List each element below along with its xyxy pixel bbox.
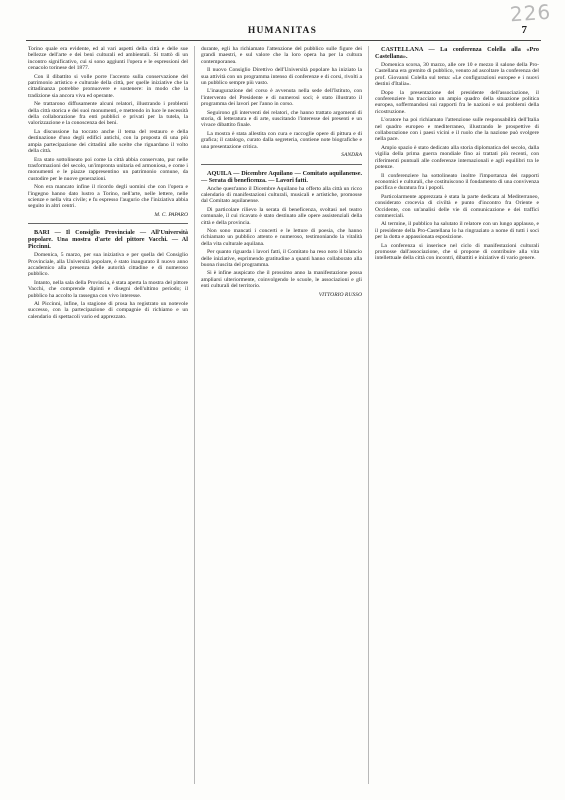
column-separator: [368, 46, 369, 784]
article-divider: [201, 164, 362, 165]
body-paragraph: L'inaugurazione del corso è avvenuta nella sede dell'Istituto, con l'intervento del Presidente e di numerosi soci; è stato illustrato il programma dei lavori per l'anno in corso.: [201, 88, 362, 108]
running-head-title: HUMANITAS: [247, 26, 318, 36]
body-paragraph: Era stato sottolineato poi come la città abbia conservato, pur nelle trasformazioni del secolo, un'impronta unitaria ed armoniosa, e come i monumenti e le piazze rappresentino un patrimonio comune, da custodire per le nuove generazioni.: [28, 156, 188, 182]
article-divider: [28, 223, 188, 224]
body-paragraph: Dopo la presentazione del presidente dell'associazione, il conferenziere ha tracciato un ampio quadro della situazione politica europea, soffermandosi sui rapporti fra le nazioni e sui problemi della ricostruzione.: [375, 89, 539, 115]
body-paragraph: La discussione ha toccato anche il tema del restauro e della destinazione d'uso degli edifici antichi, con la proposta di una più ampia partecipazione dei cittadini alle scelte che riguardano il volto della città.: [28, 128, 188, 155]
body-paragraph: Non sono mancati i concerti e le letture di poesia, che hanno richiamato un pubblico attento e numeroso, testimoniando la vitalità della vita culturale aquilana.: [201, 227, 362, 247]
article-signature: M. C. PAPARO: [154, 211, 188, 218]
article-signature: SANDRA: [341, 152, 362, 159]
body-paragraph: Si è infine auspicato che il prossimo anno la manifestazione possa ampliarsi ulteriormente, coinvolgendo le scuole, le associazioni e gli enti culturali del territorio.: [201, 270, 362, 290]
body-paragraph: Anche quest'anno il Dicembre Aquilano ha offerto alla città un ricco calendario di manifestazioni culturali, musicali e artistiche, promosse dal Comitato aquilanense.: [201, 185, 362, 205]
body-paragraph: Particolarmente apprezzata è stata la parte dedicata al Mediterraneo, considerato crocevia di civiltà e punto d'incontro fra Oriente e Occidente, con un'analisi delle vie di comunicazione e dei traffici commerciali.: [375, 193, 539, 219]
article-heading: CASTELLANA — La conferenza Colella alla «Pro Castellana».: [375, 46, 539, 60]
body-paragraph: Non era mancato infine il ricordo degli uomini che con l'opera e l'ingegno hanno dato lustro a Torino, nell'arte, nelle lettere, nelle scienze e nella vita civile; e fu espresso l'augurio che l'iniziativa abbia seguito in altri centri.: [28, 184, 188, 210]
body-paragraph: durante, egli ha richiamato l'attenzione del pubblico sulle figure dei grandi maestri, e sul valore che la loro opera ha per la cultura contemporanea.: [201, 46, 362, 65]
body-paragraph: Il conferenziere ha sottolineato inoltre l'importanza dei rapporti economici e culturali, che costituiscono il fondamento di una convivenza pacifica e duratura fra i popoli.: [375, 172, 539, 192]
header-rule: [26, 40, 541, 41]
body-paragraph: La conferenza si inserisce nel ciclo di manifestazioni culturali promosse dall'associazione, che si propone di contribuire alla vita intellettuale della città con incontri, dibattiti e iniziative di vario genere.: [375, 242, 539, 262]
column-separator: [194, 46, 195, 784]
handwritten-page-mark: 226: [509, 0, 552, 27]
body-paragraph: Torino quale era evidente, ed al vari aspetti della città e delle sue bellezze dell'arte e dei beni culturali ed ambientali. Si trattò di un incontro significativo, cui si sono aggiunti l'opera e le espressioni del cenacolo torinese del 1877.: [28, 46, 188, 72]
body-paragraph: Domenica, 5 marzo, per sua iniziativa e per quella del Consiglio Provinciale, alla Università popolare, è stato inaugurato il nuovo anno accademico alla presenza delle autorità cittadine e di numeroso pubblico.: [28, 252, 188, 278]
column-1: [28, 46, 188, 784]
body-paragraph: Con il dibattito si volle porre l'accento sulla conservazione del patrimonio artistico e culturale della città, per quelle iniziative che la cittadinanza potrebbe promuovere e sostenere: in modo che la tradizione sia ancora viva ed operante.: [28, 73, 188, 99]
body-paragraph: L'oratore ha poi richiamato l'attenzione sulle responsabilità dell'Italia nel quadro europeo e mediterraneo, illustrando le prospettive di collaborazione con i paesi vicini e il ruolo che la nazione può svolgere nella pace.: [375, 117, 539, 143]
body-paragraph: Ampio spazio è stato dedicato alla storia diplomatica del secolo, dalla vigilia della prima guerra mondiale fino ai trattati più recenti, con riferimenti puntuali alle conferenze internazionali e agli equilibri tra le potenze.: [375, 144, 539, 171]
article-heading: AQUILA — Dicembre Aquilano — Comitato aquilanense. — Serata di beneficenza. — Lavori fatti.: [201, 169, 362, 184]
body-paragraph: Al termine, il pubblico ha salutato il relatore con un lungo applauso, e il presidente della Pro-Castellana lo ha ringraziato a nome di tutti i soci per la dotta e appassionata esposizione.: [375, 221, 539, 241]
page-number: 7: [521, 24, 527, 36]
body-paragraph: La mostra è stata allestita con cura e raccoglie opere di pittura e di grafica; il catalogo, curato dalla segreteria, contiene note biografiche e una presentazione critica.: [201, 130, 362, 150]
body-paragraph: Di particolare rilievo la serata di beneficenza, svoltasi nel teatro comunale, il cui ricavato è stato destinato alle opere assistenziali della città e della provincia.: [201, 206, 362, 226]
article-heading: BARI — Il Consiglio Provinciale — All'Università popolare. Una mostra d'arte del pittore Vacchi. — Al Piccinni.: [28, 229, 188, 251]
body-paragraph: Al Piccinni, infine, la stagione di prosa ha registrato un notevole successo, con la partecipazione di compagnie di richiamo e un calendario di spettacoli vario ed apprezzato.: [28, 301, 188, 320]
body-paragraph: Seguirono gli interventi dei relatori, che hanno trattato argomenti di storia, di letteratura e di arte, suscitando l'interesse dei presenti e un vivace dibattito finale.: [201, 109, 362, 129]
column-3: [375, 46, 539, 784]
body-paragraph: Intanto, nella sala della Provincia, è stata aperta la mostra del pittore Vacchi, che comprende dipinti e disegni dell'ultimo periodo; il pubblico ha accolto la rassegna con vivo interesse.: [28, 279, 188, 299]
article-signature: VITTORIO RUSSO: [318, 291, 362, 298]
body-paragraph: Domenica scorsa, 30 marzo, alle ore 10 e mezzo il salone della Pro-Castellana era gremito di pubblico, venuto ad ascoltare la conferenza del prof. Giovanni Colella sul tema: «Le configurazioni europee e i nuovi destini d'Italia».: [375, 62, 539, 88]
body-paragraph: Il nuovo Consiglio Direttivo dell'Università popolare ha iniziato la sua attività con un programma intenso di conferenze e di corsi, rivolti a un pubblico sempre più vasto.: [201, 67, 362, 87]
body-paragraph: Ne trattarono diffusamente alcuni relatori, illustrando i problemi della città storica e dei suoi monumenti, e mettendo in luce le necessità della collaborazione fra enti pubblici e privati per la tutela, la valorizzazione e la conoscenza dei beni.: [28, 101, 188, 127]
body-paragraph: Per quanto riguarda i lavori fatti, il Comitato ha reso noto il bilancio delle iniziative, esprimendo gratitudine a quanti hanno collaborato alla buona riuscita del programma.: [201, 249, 362, 268]
column-2: [201, 46, 362, 784]
